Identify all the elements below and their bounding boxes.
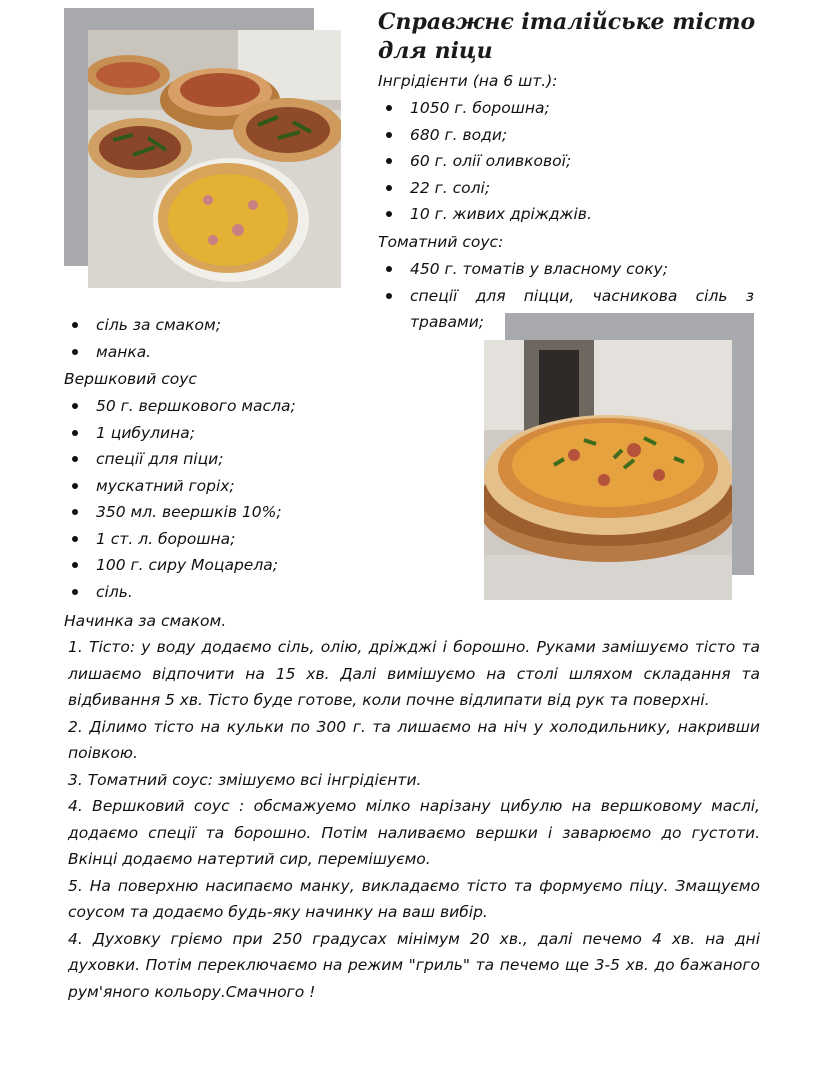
list-item: 1050 г. борошна;	[378, 95, 758, 122]
list-item: 60 г. олії оливкової;	[378, 148, 758, 175]
list-item: сіль за смаком;	[64, 312, 364, 339]
list-item: 22 г. солі;	[378, 175, 758, 202]
pizzas-on-table-photo	[88, 30, 341, 288]
list-item: 350 мл. веершків 10%;	[64, 499, 394, 526]
instruction-step: 5. На поверхню насипаємо манку, викладаємо тісто та формуємо піцу. Змащуємо соусом та додаємо будь-яку начинку на ваш вибір.	[68, 876, 760, 921]
instruction-step: 1. Тісто: у воду додаємо сіль, олію, дріжджі і борошно. Руками замішуємо тісто та лишаємо відпочити на 15 хв. Далі вимішуємо на столі шляхом складання та відбивання 5 хв. Тісто буде готове, коли почне відлипати від рук та поверхні.	[68, 638, 760, 709]
instruction-step: 4. Вершковий соус : обсмажуемо мілко нарізану цибулю на вершковому маслі, додаємо спеції та борошно. Потім наливаємо вершки і заварюємо до густоти. Вкінці додаємо натертий сир, перемішуємо.	[68, 797, 760, 868]
instructions-list	[68, 634, 760, 1005]
list-item: спеції для піцци, часникова сіль з травами;	[378, 283, 754, 336]
list-item: мускатний горіх;	[64, 473, 394, 500]
instruction-step: 4. Духовку гріємо при 250 градусах мінімум 20 хв., далі печемо 4 хв. на дні духовки. Потім переключаємо на режим "гриль" та печемо ще 3-5 хв. до бажаного рум'яного кольору.Смачного !	[68, 929, 760, 1001]
cream-sauce-list	[64, 393, 394, 605]
list-item: 10 г. живих дріжджів.	[378, 201, 758, 228]
list-item: сіль.	[64, 579, 394, 606]
instruction-step: 2. Ділимо тісто на кульки по 300 г. та лишаємо на ніч у холодильнику, накривши поівкою.	[68, 717, 760, 762]
list-item: 100 г. сиру Моцарела;	[64, 552, 394, 579]
tomato-sauce-label: Томатний соус:	[378, 233, 504, 251]
list-item: 680 г. води;	[378, 122, 758, 149]
list-item: спеції для піци;	[64, 446, 394, 473]
pizza-on-board-photo	[484, 340, 732, 600]
dough-ingredients-list	[378, 95, 758, 228]
recipe-title: Справжнє італійське тісто для піци	[378, 9, 756, 64]
filling-label: Начинка за смаком.	[64, 612, 227, 630]
ingredients-label: Інгрідієнти (на 6 шт.):	[378, 72, 558, 90]
list-item: 1 цибулина;	[64, 420, 394, 447]
tomato-sauce-list-part2	[64, 312, 364, 365]
list-item: 1 ст. л. борошна;	[64, 526, 394, 553]
cream-sauce-label: Вершковий соус	[64, 370, 197, 388]
instruction-step: 3. Томатний соус: змішуємо всі інгрідієнти.	[68, 770, 422, 789]
list-item: 450 г. томатів у власному соку;	[378, 256, 758, 283]
list-item: 50 г. вершкового масла;	[64, 393, 394, 420]
list-item: манка.	[64, 339, 364, 366]
